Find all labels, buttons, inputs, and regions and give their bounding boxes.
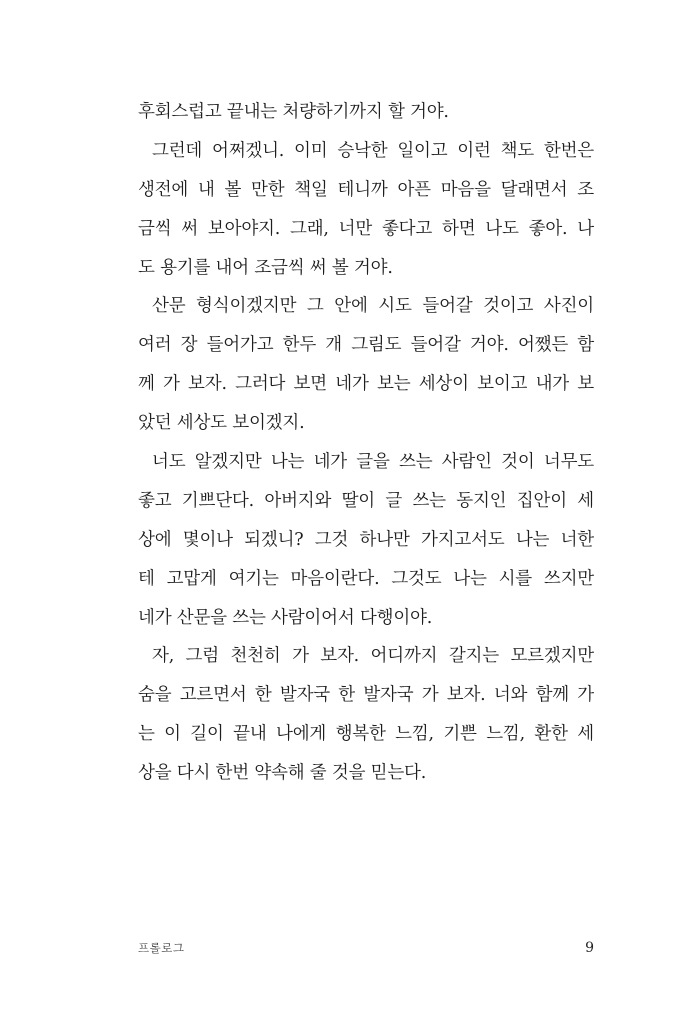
- text-line: 테 고맙게 여기는 마음이란다. 그것도 나는 시를 쓰지만: [138, 568, 594, 589]
- page-number: 9: [585, 940, 594, 956]
- text-line: 께 가 보자. 그러다 보면 네가 보는 세상이 보이고 내가 보: [138, 374, 594, 395]
- text-line: 금씩 써 보아야지. 그래, 너만 좋다고 하면 나도 좋아. 나: [138, 218, 594, 239]
- text-line: 생전에 내 볼 만한 책일 테니까 아픈 마음을 달래면서 조: [138, 179, 594, 200]
- text-line: 산문 형식이겠지만 그 안에 시도 들어갈 것이고 사진이: [152, 296, 594, 317]
- text-line: 자, 그럼 천천히 가 보자. 어디까지 갈지는 모르겠지만: [152, 646, 594, 667]
- text-line: 네가 산문을 쓰는 사람이어서 다행이야.: [138, 607, 433, 628]
- body-text: [138, 93, 594, 793]
- text-line: 상을 다시 한번 약속해 줄 것을 믿는다.: [138, 763, 427, 784]
- running-head: 프롤로그: [138, 941, 185, 955]
- text-line: 도 용기를 내어 조금씩 써 볼 거야.: [138, 257, 393, 278]
- text-line: 여러 장 들어가고 한두 개 그림도 들어갈 거야. 어쨌든 함: [138, 335, 594, 356]
- text-line: 후회스럽고 끝내는 처량하기까지 할 거야.: [138, 102, 449, 122]
- text-line: 는 이 길이 끝내 나에게 행복한 느낌, 기쁜 느낌, 환한 세: [138, 724, 594, 745]
- text-line: 그런데 어쩌겠니. 이미 승낙한 일이고 이런 책도 한번은: [152, 140, 594, 161]
- text-line: 좋고 기쁘단다. 아버지와 딸이 글 쓰는 동지인 집안이 세: [138, 490, 594, 511]
- text-line: 너도 알겠지만 나는 네가 글을 쓰는 사람인 것이 너무도: [152, 452, 594, 473]
- text-line: 숨을 고르면서 한 발자국 한 발자국 가 보자. 너와 함께 가: [138, 685, 594, 706]
- text-line: 았던 세상도 보이겠지.: [138, 413, 305, 434]
- text-line: 상에 몇이나 되겠니? 그것 하나만 가지고서도 나는 너한: [138, 529, 594, 550]
- page-footer: [138, 937, 594, 959]
